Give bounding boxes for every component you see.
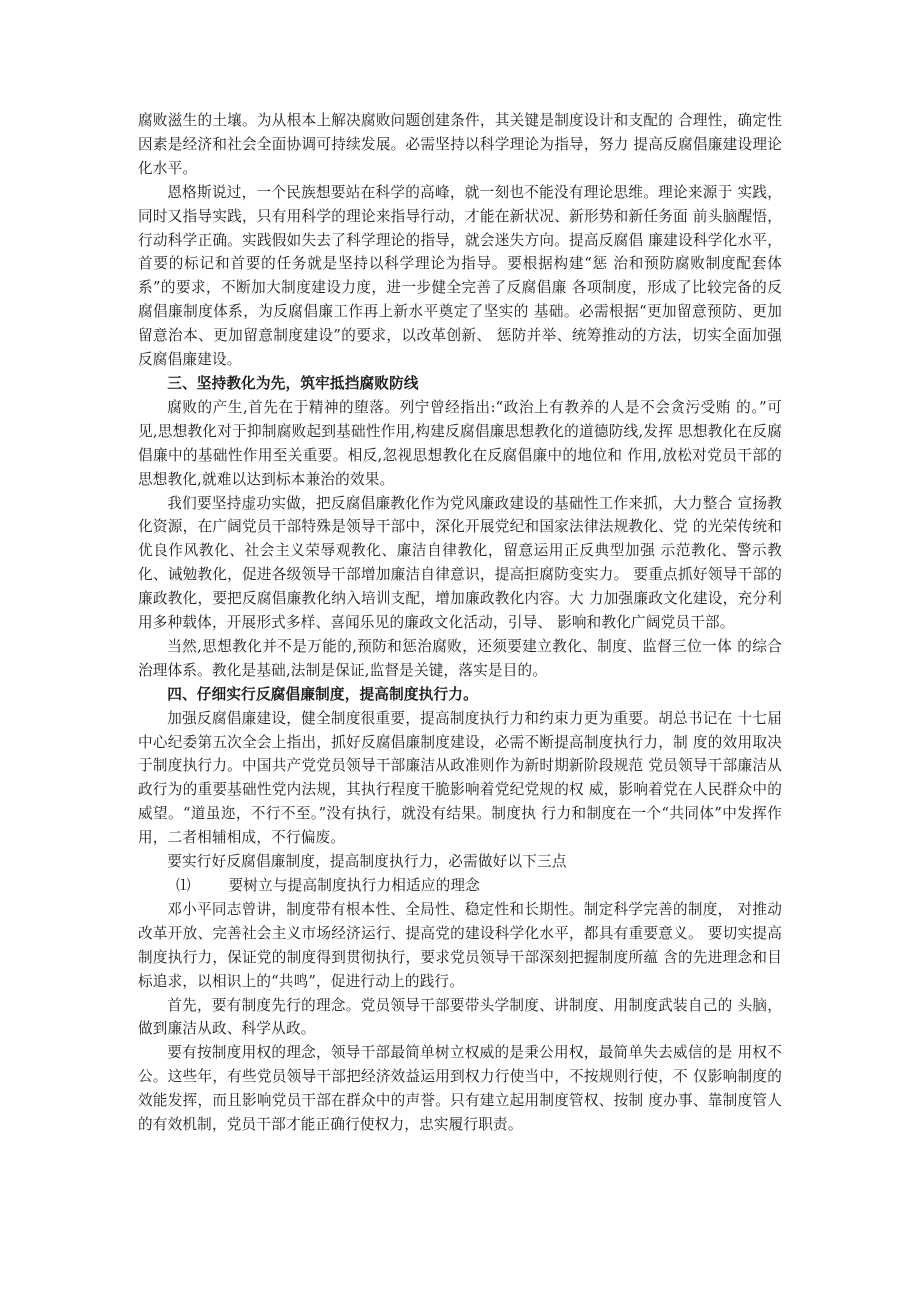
paragraph: 腐败滋生的土壤。为从根本上解决腐败问题创建条件，其关键是制度设计和支配的 合理性，确定性因素是经济和社会全面协调可持续发展。必需坚持以科学理论为指导，努力 提高反腐倡廉建设理论化水平。: [138, 112, 782, 177]
paragraph: 首先，要有制度先行的理念。党员领导干部要带头学制度、讲制度、用制度武装自己的 头脑，做到廉洁从政、科学从政。: [138, 996, 782, 1038]
sub-heading: [138, 874, 782, 898]
paragraph: 腐败的产生,首先在于精神的堕落。列宁曾经指出:“政治上有教养的人是不会贪污受贿 的。”可见,思想教化对于抑制腐败起到基础性作用,构建反腐倡廉思想教化的道德防线,发挥 思想教化在反腐倡廉中的基础性作用至关重要。相反,忽视思想教化在反腐倡廉中的地位和 作用,放松对党员干部的思想教化,就难以达到标本兼治的效果。: [138, 398, 782, 488]
paragraph: 要有按制度用权的理念，领导干部最简单树立权威的是秉公用权，最简单失去威信的是 用权不公。这些年，有些党员领导干部把经济效益运用到权力行使当中，不按规则行使，不 仅影响制度的效能发挥，而且影响党员干部在群众中的声誉。只有建立起用制度管权、按制 度办事、靠制度管人的有效机制，党员干部才能正确行使权力，忠实履行职责。: [138, 1044, 782, 1134]
paragraph: 我们要坚持虚功实做，把反腐倡廉教化作为党风廉政建设的基础性工作来抓，大力整合 宣扬教化资源，在广阔党员干部特殊是领导干部中，深化开展党纪和国家法律法规教化、党 的光荣传统和优良作风教化、社会主义荣辱观教化、廉洁自律教化，留意运用正反典型加强 示范教化、警示教化、诫勉教化，促进各级领导干部增加廉洁自律意识，提高拒腐防变实力。 要重点抓好领导干部的廉政教化，要把反腐倡廉教化纳入培训支配，增加廉政教化内容。大 力加强廉政文化建设，充分利用多种载体，开展形式多样、喜闻乐见的廉政文化活动，引导、 影响和教化广阔党员干部。: [138, 494, 782, 632]
sub-heading-text: 要树立与提高制度执行力相适应的理念: [228, 877, 480, 894]
section-heading: 三、坚持教化为先，筑牢抵挡腐败防线: [167, 374, 419, 392]
paragraph: 加强反腐倡廉建设，健全制度很重要，提高制度执行力和约束力更为重要。胡总书记在 十七届中心纪委第五次全会上指出，抓好反腐倡廉制度建设，必需不断提高制度执行力，制 度的效用取决于制度执行力。中国共产党党员领导干部廉洁从政准则作为新时期新阶段规范 党员领导干部廉洁从政行为的重要基础性党内法规，其执行程度干脆影响着党纪党规的权 威，影响着党在人民群众中的威望。“道虽迩，不行不至。”没有执行，就没有结果。制度执 行力和制度在一个“共同体”中发挥作用，二者相辅相成，不行偏废。: [138, 709, 782, 847]
paragraph: 要实行好反腐倡廉制度，提高制度执行力，必需做好以下三点: [167, 853, 567, 871]
section-heading: 四、仔细实行反腐倡廉制度，提高制度执行力。: [167, 685, 478, 703]
paragraph: 邓小平同志曾讲，制度带有根本性、全局性、稳定性和长期性。制定科学完善的制度， 对推动改革开放、完善社会主义市场经济运行、提高党的建设科学化水平，都具有重要意义。 要切实提高制度执行力，保证党的制度得到贯彻执行，要求党员领导干部深刻把握制度所蕴 含的先进理念和目标追求，以相识上的“共鸣”，促进行动上的践行。: [138, 900, 782, 990]
document-body: [138, 109, 782, 1137]
paragraph: 当然,思想教化并不是万能的,预防和惩治腐败，还须要建立教化、制度、监督三位一体 的综合治理体系。教化是基础,法制是保证,监督是关键，落实是目的。: [138, 637, 782, 679]
sub-heading-number: ⑴: [175, 877, 191, 894]
paragraph: 恩格斯说过，一个民族想要站在科学的高峰，就一刻也不能没有理论思维。理论来源于 实践，同时又指导实践，只有用科学的理论来指导行动，才能在新状况、新形势和新任务面 前头脑醒悟，行动科学正确。实践假如失去了科学理论的指导，就会迷失方向。提高反腐倡 廉建设科学化水平，首要的标记和首要的任务就是坚持以科学理论为指导。要根据构建“惩 治和预防腐败制度配套体系”的要求，不断加大制度建设力度，进一步健全完善了反腐倡廉 各项制度，形成了比较完备的反腐倡廉制度体系，为反腐倡廉工作再上新水平奠定了坚实的 基础。必需根据“更加留意预防、更加留意治本、更加留意制度建设”的要求，以改革创新、 惩防并举、统筹推动的方法，切实全面加强反腐倡廉建设。: [138, 183, 782, 369]
